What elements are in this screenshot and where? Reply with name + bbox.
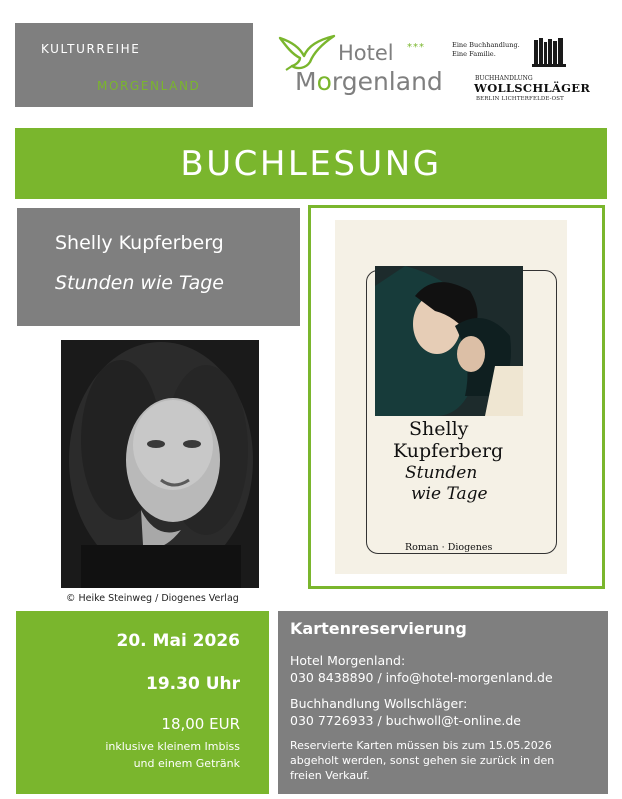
reservation-notice-line-2: abgeholt werden, sonst gehen sie zurück in den bbox=[290, 754, 555, 767]
ticket-price: 18,00 EUR bbox=[161, 715, 240, 733]
cover-publisher: Roman · Diogenes bbox=[405, 542, 493, 553]
bookshop-label: BUCHHANDLUNG bbox=[475, 75, 533, 82]
reservation-box bbox=[278, 611, 608, 794]
cover-title-line-1: Stunden bbox=[405, 463, 478, 483]
author-box bbox=[17, 208, 300, 326]
shop-contact-name: Buchhandlung Wollschläger: bbox=[290, 696, 468, 711]
book-cover bbox=[335, 220, 567, 574]
price-note-line-1: inklusive kleinem Imbiss bbox=[105, 740, 240, 753]
cover-author-line-1: Shelly bbox=[409, 418, 469, 440]
event-details-box bbox=[16, 611, 269, 794]
hotel-contact-name: Hotel Morgenland: bbox=[290, 653, 406, 668]
series-line-2: MORGENLAND bbox=[97, 79, 201, 93]
hotel-word: Hotel bbox=[338, 41, 394, 65]
author-name: Shelly Kupferberg bbox=[55, 232, 224, 254]
series-line-1: KULTURREIHE bbox=[41, 42, 141, 56]
series-box bbox=[15, 23, 253, 107]
cover-title-line-2: wie Tage bbox=[411, 484, 488, 504]
shop-contact-details[interactable]: 030 7726933 / buchwoll@t-online.de bbox=[290, 713, 521, 728]
hotel-name-rest: rgenland bbox=[331, 67, 443, 96]
hotel-morgenland-logo bbox=[278, 22, 444, 106]
reservation-notice-line-3: freien Verkauf. bbox=[290, 769, 370, 782]
reservation-heading: Kartenreservierung bbox=[290, 619, 467, 638]
hotel-contact-details[interactable]: 030 8438890 / info@hotel-morgenland.de bbox=[290, 670, 553, 685]
hotel-stars: *** bbox=[407, 42, 425, 53]
hotel-name-accent: o bbox=[316, 67, 332, 96]
author-portrait-image bbox=[61, 340, 259, 588]
books-icon bbox=[532, 36, 566, 68]
bookshop-tagline bbox=[452, 41, 520, 59]
hotel-name bbox=[295, 67, 443, 96]
bookshop-logo bbox=[452, 36, 592, 106]
event-time: 19.30 Uhr bbox=[146, 674, 240, 694]
bookshop-tagline-1: Eine Buchhandlung. bbox=[452, 41, 520, 49]
hotel-name-lead: M bbox=[295, 67, 317, 96]
reservation-notice-line-1: Reservierte Karten müssen bis zum 15.05.2026 bbox=[290, 739, 552, 752]
photo-credit: © Heike Steinweg / Diogenes Verlag bbox=[66, 593, 239, 604]
price-note-line-2: und einem Getränk bbox=[133, 757, 240, 770]
page-title: BUCHLESUNG bbox=[180, 144, 442, 184]
bookshop-place: BERLIN LICHTERFELDE-OST bbox=[476, 96, 564, 102]
book-title: Stunden wie Tage bbox=[55, 272, 224, 294]
event-date: 20. Mai 2026 bbox=[116, 631, 240, 651]
book-cover-frame bbox=[308, 205, 605, 589]
bookshop-name: WOLLSCHLÄGER bbox=[474, 81, 591, 95]
cover-author-line-2: Kupferberg bbox=[393, 440, 504, 462]
bookshop-tagline-2: Eine Familie. bbox=[452, 50, 496, 58]
book-cover-illustration bbox=[375, 266, 523, 416]
author-photo bbox=[61, 340, 259, 588]
title-banner bbox=[15, 128, 607, 199]
